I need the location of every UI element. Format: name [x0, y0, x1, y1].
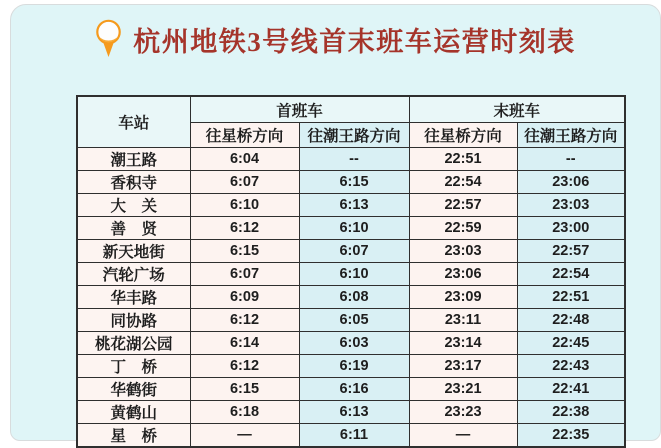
table-row: [77, 148, 625, 171]
header-station: 车站: [77, 96, 190, 148]
last-xingqiao-cell: 23:14: [409, 332, 517, 355]
first-xingqiao-cell: 6:15: [190, 240, 299, 263]
first-xingqiao-cell: 6:04: [190, 148, 299, 171]
first-xingqiao-cell: 6:12: [190, 217, 299, 240]
first-xingqiao-cell: —: [190, 424, 299, 448]
first-xingqiao-cell: 6:07: [190, 171, 299, 194]
station-cell: 汽轮广场: [77, 263, 190, 286]
last-chaowanglu-cell: 22:51: [517, 286, 625, 309]
first-chaowanglu-cell: 6:10: [299, 217, 409, 240]
station-cell: 丁 桥: [77, 355, 190, 378]
table-row: [77, 217, 625, 240]
first-chaowanglu-cell: 6:11: [299, 424, 409, 448]
table-row: [77, 332, 625, 355]
last-xingqiao-cell: 23:23: [409, 401, 517, 424]
first-chaowanglu-cell: 6:07: [299, 240, 409, 263]
header-first-xingqiao: 往星桥方向: [190, 123, 299, 148]
last-xingqiao-cell: 23:17: [409, 355, 517, 378]
table-row: [77, 401, 625, 424]
last-chaowanglu-cell: 23:00: [517, 217, 625, 240]
last-xingqiao-cell: 23:03: [409, 240, 517, 263]
last-xingqiao-cell: 23:09: [409, 286, 517, 309]
station-cell: 华丰路: [77, 286, 190, 309]
table-row: [77, 378, 625, 401]
table-row: [77, 424, 625, 448]
last-chaowanglu-cell: 22:54: [517, 263, 625, 286]
last-chaowanglu-cell: 22:35: [517, 424, 625, 448]
last-xingqiao-cell: —: [409, 424, 517, 448]
first-xingqiao-cell: 6:07: [190, 263, 299, 286]
last-chaowanglu-cell: 22:38: [517, 401, 625, 424]
first-chaowanglu-cell: --: [299, 148, 409, 171]
timetable-card: [10, 4, 661, 445]
station-cell: 香积寺: [77, 171, 190, 194]
last-xingqiao-cell: 22:57: [409, 194, 517, 217]
last-xingqiao-cell: 22:54: [409, 171, 517, 194]
last-xingqiao-cell: 23:06: [409, 263, 517, 286]
station-cell: 新天地街: [77, 240, 190, 263]
first-xingqiao-cell: 6:15: [190, 378, 299, 401]
last-chaowanglu-cell: 23:06: [517, 171, 625, 194]
last-xingqiao-cell: 22:59: [409, 217, 517, 240]
station-cell: 华鹤街: [77, 378, 190, 401]
header-last-train: 末班车: [409, 96, 625, 123]
first-chaowanglu-cell: 6:19: [299, 355, 409, 378]
last-xingqiao-cell: 23:11: [409, 309, 517, 332]
header-first-train: 首班车: [190, 96, 409, 123]
first-xingqiao-cell: 6:12: [190, 355, 299, 378]
first-xingqiao-cell: 6:09: [190, 286, 299, 309]
first-chaowanglu-cell: 6:03: [299, 332, 409, 355]
header-row-groups: [77, 96, 625, 123]
last-chaowanglu-cell: 22:43: [517, 355, 625, 378]
header-last-xingqiao: 往星桥方向: [409, 123, 517, 148]
title-row: [11, 19, 660, 59]
first-xingqiao-cell: 6:10: [190, 194, 299, 217]
first-xingqiao-cell: 6:12: [190, 309, 299, 332]
first-xingqiao-cell: 6:14: [190, 332, 299, 355]
table-row: [77, 240, 625, 263]
first-xingqiao-cell: 6:18: [190, 401, 299, 424]
table-row: [77, 309, 625, 332]
table-row: [77, 286, 625, 309]
table-row: [77, 171, 625, 194]
last-chaowanglu-cell: 23:03: [517, 194, 625, 217]
last-xingqiao-cell: 23:21: [409, 378, 517, 401]
station-cell: 桃花湖公园: [77, 332, 190, 355]
last-chaowanglu-cell: 22:48: [517, 309, 625, 332]
station-cell: 大 关: [77, 194, 190, 217]
header-first-chaowanglu: 往潮王路方向: [299, 123, 409, 148]
station-cell: 黄鹤山: [77, 401, 190, 424]
header-last-chaowanglu: 往潮王路方向: [517, 123, 625, 148]
last-chaowanglu-cell: 22:45: [517, 332, 625, 355]
first-chaowanglu-cell: 6:10: [299, 263, 409, 286]
first-chaowanglu-cell: 6:05: [299, 309, 409, 332]
location-pin-icon: [95, 19, 122, 59]
last-chaowanglu-cell: 22:57: [517, 240, 625, 263]
station-cell: 星 桥: [77, 424, 190, 448]
station-cell: 潮王路: [77, 148, 190, 171]
first-chaowanglu-cell: 6:16: [299, 378, 409, 401]
first-chaowanglu-cell: 6:13: [299, 401, 409, 424]
station-cell: 同协路: [77, 309, 190, 332]
table-row: [77, 355, 625, 378]
station-cell: 善 贤: [77, 217, 190, 240]
table-row: [77, 194, 625, 217]
first-chaowanglu-cell: 6:13: [299, 194, 409, 217]
last-chaowanglu-cell: 22:41: [517, 378, 625, 401]
table-row: [77, 263, 625, 286]
first-chaowanglu-cell: 6:08: [299, 286, 409, 309]
page-title: 杭州地铁3号线首末班车运营时刻表: [133, 26, 576, 57]
last-chaowanglu-cell: --: [517, 148, 625, 171]
timetable: [76, 95, 626, 448]
first-chaowanglu-cell: 6:15: [299, 171, 409, 194]
last-xingqiao-cell: 22:51: [409, 148, 517, 171]
